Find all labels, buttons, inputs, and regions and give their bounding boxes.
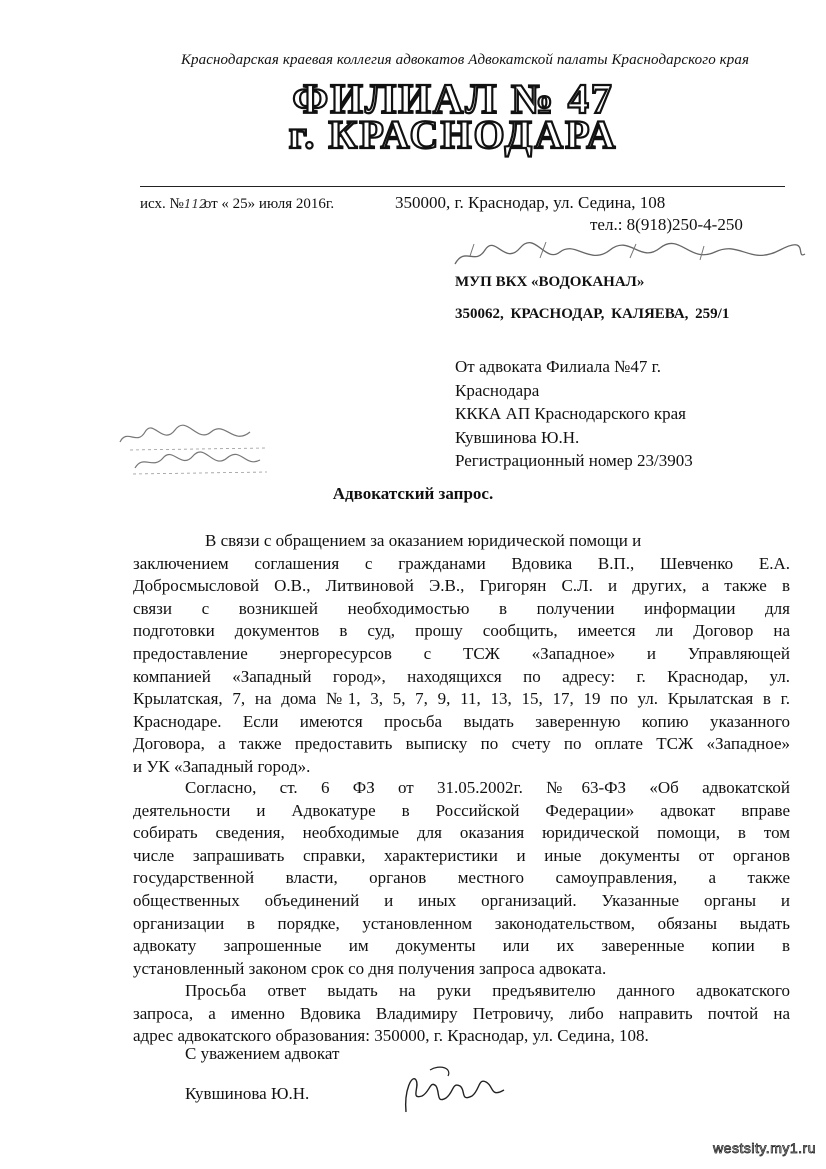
- sender-block: [455, 355, 755, 473]
- watermark-url: westsity.my1.ru: [713, 1140, 816, 1156]
- sender-line: Краснодара: [455, 380, 540, 400]
- paragraph-line: организации в порядке, установленном законодательством, обязаны выдать: [133, 913, 790, 933]
- sender-line: От адвоката Филиала №47 г.: [455, 357, 661, 376]
- paragraph-line: адрес адвокатского образования: 350000, г. Краснодар, ул. Седина, 108.: [133, 1026, 649, 1046]
- sender-line: КККА АП Краснодарского края: [455, 404, 686, 423]
- sender-address: 350000, г. Краснодар, ул. Седина, 108: [395, 193, 666, 212]
- paragraph-line: Крылатская, 7, на дома №1, 3, 5, 7, 9, 11, 13, 15, 17, 19 по ул. Крылатская в г.: [133, 689, 790, 709]
- signature: [400, 1060, 510, 1120]
- paragraph-line: адвокату запрошенные им документы или их заверенные копии в: [133, 936, 790, 956]
- paragraph-line: Просьба ответ выдать на руки предъявителю данного адвокатского: [185, 981, 790, 1000]
- recipient-name: МУП ВКХ «ВОДОКАНАЛ»: [455, 274, 645, 290]
- outgoing-date: от « 25» июля 2016г.: [203, 196, 335, 212]
- paragraph-line: деятельности и Адвокатуре в Российской Федерации» адвокат вправе: [133, 800, 790, 820]
- sender-line: Кувшинова Ю.Н.: [455, 427, 580, 447]
- outgoing-number-handwritten: 112: [183, 197, 207, 211]
- sender-line: Регистрационный номер 23/3903: [455, 451, 693, 470]
- paragraph-line: собирать сведения, необходимые для оказания юридической помощи, в том: [133, 823, 790, 843]
- paragraph-line: числе запрашивать справки, характеристики и иные документы от органов: [133, 845, 790, 865]
- paragraph-line: запроса, а именно Вдовика Владимиру Петровичу, либо направить почтой на: [133, 1003, 790, 1023]
- paragraph-line: Краснодаре. Если имеются просьба выдать заверенную копию указанного: [133, 711, 790, 731]
- sender-phone: тел.: 8(918)250-4-250: [590, 215, 743, 234]
- paragraph-line: Добросмысловой О.В., Литвиновой Э.В., Григорян С.Л. и других, а также в: [133, 576, 790, 596]
- outgoing-prefix: исх. №: [140, 196, 184, 212]
- letterhead-title-line2: г. КРАСНОДАРА: [288, 112, 618, 157]
- paragraph-line: общественных объединений и иных организаций. Указанные органы и: [133, 890, 790, 910]
- paragraph-line: установленный законом срок со дня получения запроса адвоката.: [133, 958, 607, 978]
- outgoing-reference: [140, 196, 334, 213]
- paragraph-line: Договора, а также предоставить выписку по счету по оплате ТСЖ «Западное»: [133, 734, 790, 754]
- paragraph-2: [133, 777, 790, 980]
- handwritten-receipt-note: [450, 236, 810, 276]
- paragraph-line: В связи с обращением за оказанием юридической помощи и: [205, 531, 642, 550]
- organization-name: Краснодарская краевая коллегия адвокатов Адвокатской палаты Краснодарского края: [180, 52, 750, 68]
- paragraph-line: подготовки документов в суд, прошу сообщить, имеется ли Договор на: [133, 621, 790, 641]
- paragraph-line: Согласно, ст. 6 ФЗ от 31.05.2002г. №63-ФЗ «Об адвокатской: [185, 778, 790, 797]
- handwritten-registration-note: [115, 420, 275, 480]
- closing-phrase: С уважением адвокат: [185, 1044, 340, 1063]
- paragraph-line: предоставление энергоресурсов с ТСЖ «Западное» и Управляющей: [133, 643, 790, 663]
- document-heading: Адвокатский запрос.: [332, 484, 494, 503]
- letterhead-title-line1: ФИЛИАЛ № 47: [292, 77, 614, 123]
- letterhead-divider: [140, 186, 785, 187]
- signer-name: Кувшинова Ю.Н.: [185, 1084, 310, 1103]
- paragraph-3: [133, 980, 790, 1048]
- paragraph-line: связи с возникшей необходимостью в получении информации для: [133, 598, 790, 618]
- paragraph-line: заключением соглашения с гражданами Вдовика В.П., Шевченко Е.А.: [133, 553, 790, 573]
- paragraph-line: и УК «Западный город».: [133, 756, 311, 776]
- recipient-address: 350062, КРАСНОДАР, КАЛЯЕВА, 259/1: [455, 306, 730, 322]
- paragraph-line: компанией «Западный город», находящихся по адресу: г. Краснодар, ул.: [133, 666, 790, 686]
- paragraph-line: государственной власти, органов местного самоуправления, а также: [133, 868, 790, 888]
- paragraph-1: [133, 530, 790, 779]
